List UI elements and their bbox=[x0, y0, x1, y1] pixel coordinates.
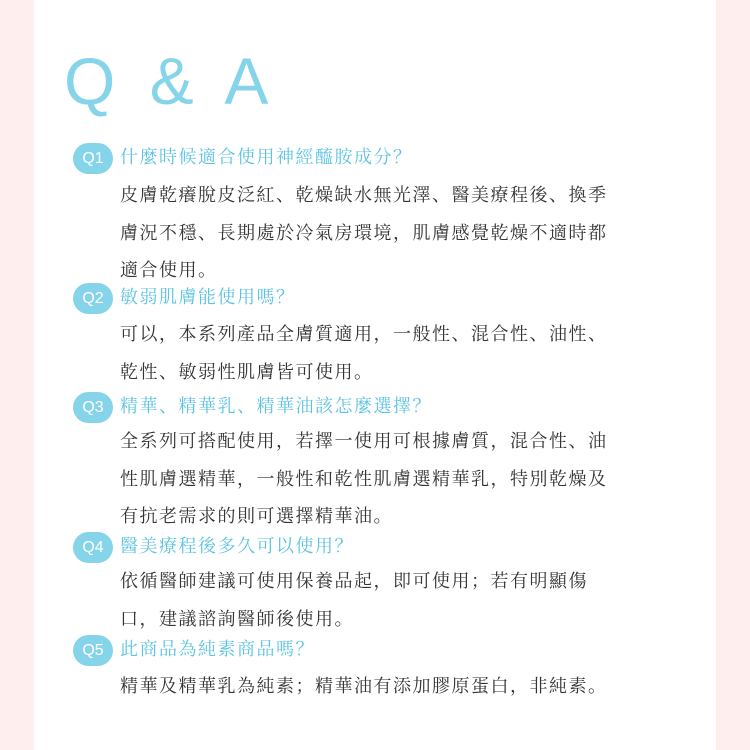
question-text: 醫美療程後多久可以使用？ bbox=[120, 536, 354, 557]
answer-line: 適合使用。 bbox=[120, 260, 218, 281]
answer-text bbox=[120, 423, 680, 536]
answer-line: 口，建議諮詢醫師後使用。 bbox=[120, 608, 354, 630]
answer-line: 乾性、敏弱性肌膚皆可使用。 bbox=[120, 361, 374, 383]
question-badge: Q1 bbox=[73, 143, 113, 174]
answer-line: 全系列可搭配使用，若擇一使用可根據膚質，混合性、油 bbox=[120, 431, 608, 452]
answer-line: 依循醫師建議可使用保養品起，即可使用；若有明顯傷 bbox=[120, 571, 588, 592]
answer-line: 性肌膚選精華，一般性和乾性肌膚選精華乳，特別乾燥及 bbox=[120, 468, 608, 490]
question-text: 精華、精華乳、精華油該怎麼選擇？ bbox=[120, 396, 432, 417]
answer-text bbox=[120, 177, 680, 290]
question-text: 什麼時候適合使用神經醯胺成分？ bbox=[120, 147, 413, 168]
answer-line: 皮膚乾癢脫皮泛紅、乾燥缺水無光澤、醫美療程後、換季 bbox=[120, 185, 608, 206]
answer-line: 精華及精華乳為純素；精華油有添加膠原蛋白，非純素。 bbox=[120, 676, 608, 697]
answer-line: 膚況不穩、長期處於冷氣房環境，肌膚感覺乾燥不適時都 bbox=[120, 222, 608, 244]
answer-line: 有抗老需求的則可選擇精華油。 bbox=[120, 506, 393, 527]
question-text: 敏弱肌膚能使用嗎？ bbox=[120, 287, 296, 308]
answer-text bbox=[120, 316, 680, 391]
page-title: Q & A bbox=[64, 44, 277, 118]
question-badge: Q3 bbox=[73, 392, 113, 423]
answer-text bbox=[120, 563, 680, 638]
question-badge: Q5 bbox=[73, 635, 113, 666]
answer-text bbox=[120, 668, 680, 706]
question-badge: Q4 bbox=[73, 532, 113, 563]
answer-line: 可以，本系列產品全膚質適用，一般性、混合性、油性、 bbox=[120, 324, 608, 345]
question-badge: Q2 bbox=[73, 283, 113, 314]
question-text: 此商品為純素商品嗎？ bbox=[120, 639, 315, 660]
